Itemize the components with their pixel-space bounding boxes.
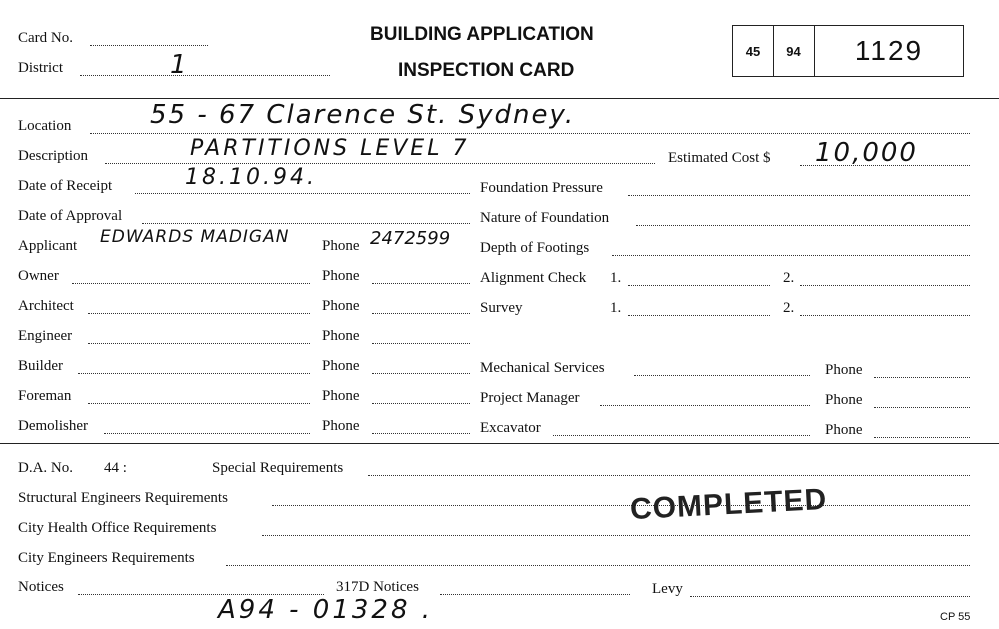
project-manager-label: Project Manager: [480, 390, 580, 406]
city-engineers-label: City Engineers Requirements: [18, 550, 195, 566]
estimated-cost-value: 10,000: [815, 138, 918, 168]
engineer-phone-line[interactable]: [372, 343, 470, 344]
foundation-pressure-line[interactable]: [628, 195, 970, 196]
da-no-value: 44 :: [104, 460, 127, 476]
architect-label: Architect: [18, 298, 74, 314]
survey-1-label: 1.: [610, 300, 622, 316]
alignment-check-label: Alignment Check: [480, 270, 587, 286]
architect-phone-line[interactable]: [372, 313, 470, 314]
form-title-line1: BUILDING APPLICATION: [370, 24, 594, 45]
project-manager-phone-line[interactable]: [874, 407, 970, 408]
owner-phone-line[interactable]: [372, 283, 470, 284]
structural-engineers-line[interactable]: [272, 505, 970, 506]
demolisher-phone-label: Phone: [322, 418, 360, 434]
foundation-pressure-label: Foundation Pressure: [480, 180, 603, 196]
excavator-phone-line[interactable]: [874, 437, 970, 438]
excavator-phone-label: Phone: [825, 422, 863, 438]
notices-label: Notices: [18, 579, 64, 595]
demolisher-line[interactable]: [104, 433, 310, 434]
date-of-approval-label: Date of Approval: [18, 208, 123, 224]
architect-phone-label: Phone: [322, 298, 360, 314]
ref-number: 1129: [854, 35, 924, 66]
date-of-receipt-value: 18.10.94.: [185, 165, 317, 190]
engineer-label: Engineer: [18, 328, 73, 344]
estimated-cost-label: Estimated Cost $: [668, 150, 771, 166]
notices-317d-line[interactable]: [440, 594, 630, 595]
form-code: CP 55: [940, 611, 971, 623]
mechanical-services-label: Mechanical Services: [480, 360, 605, 376]
form-title-line2: INSPECTION CARD: [398, 60, 575, 81]
city-engineers-line[interactable]: [226, 565, 970, 566]
foreman-label: Foreman: [18, 388, 72, 404]
description-label: Description: [18, 148, 88, 164]
excavator-label: Excavator: [480, 420, 541, 436]
survey-2-line[interactable]: [800, 315, 970, 316]
card-no-label: Card No.: [18, 30, 73, 46]
structural-engineers-label: Structural Engineers Requirements: [18, 490, 228, 506]
owner-line[interactable]: [72, 283, 310, 284]
levy-label: Levy: [652, 581, 683, 597]
foreman-phone-label: Phone: [322, 388, 360, 404]
handwritten-reference: A94 - 01328 .: [218, 595, 434, 625]
district-value: 1: [170, 50, 187, 80]
notices-317d-label: 317D Notices: [336, 579, 419, 595]
demolisher-phone-line[interactable]: [372, 433, 470, 434]
description-value: PARTITIONS LEVEL 7: [190, 136, 470, 161]
project-manager-line[interactable]: [600, 405, 810, 406]
city-health-office-label: City Health Office Requirements: [18, 520, 217, 536]
reference-number-box: [732, 25, 964, 77]
alignment-check-2-label: 2.: [783, 270, 795, 286]
da-no-label: D.A. No.: [18, 460, 73, 476]
survey-2-label: 2.: [783, 300, 795, 316]
nature-of-foundation-label: Nature of Foundation: [480, 210, 610, 226]
applicant-label: Applicant: [18, 238, 78, 254]
applicant-phone-label: Phone: [322, 238, 360, 254]
district-label: District: [18, 60, 63, 76]
location-label: Location: [18, 118, 72, 134]
lower-section-divider: [0, 443, 999, 444]
city-health-office-line[interactable]: [262, 535, 970, 536]
alignment-check-2-line[interactable]: [800, 285, 970, 286]
mechanical-services-phone-label: Phone: [825, 362, 863, 378]
location-value: 55 - 67 Clarence St. Sydney.: [150, 100, 576, 130]
completed-stamp: COMPLETED: [629, 482, 829, 527]
engineer-line[interactable]: [88, 343, 310, 344]
excavator-line[interactable]: [553, 435, 810, 436]
depth-of-footings-label: Depth of Footings: [480, 240, 590, 256]
date-of-receipt-label: Date of Receipt: [18, 178, 113, 194]
ref-cell-a: 45: [733, 26, 774, 76]
location-line[interactable]: [90, 133, 970, 134]
alignment-check-1-label: 1.: [610, 270, 622, 286]
demolisher-label: Demolisher: [18, 418, 88, 434]
survey-label: Survey: [480, 300, 523, 316]
date-of-receipt-line[interactable]: [135, 193, 470, 194]
foreman-phone-line[interactable]: [372, 403, 470, 404]
project-manager-phone-label: Phone: [825, 392, 863, 408]
survey-1-line[interactable]: [628, 315, 770, 316]
mechanical-services-phone-line[interactable]: [874, 377, 970, 378]
builder-phone-label: Phone: [322, 358, 360, 374]
builder-line[interactable]: [78, 373, 310, 374]
architect-line[interactable]: [88, 313, 310, 314]
date-of-approval-line[interactable]: [142, 223, 470, 224]
foreman-line[interactable]: [88, 403, 310, 404]
owner-phone-label: Phone: [322, 268, 360, 284]
applicant-value: EDWARDS MADIGAN: [100, 227, 290, 247]
mechanical-services-line[interactable]: [634, 375, 810, 376]
applicant-phone-value: 2472599: [370, 228, 451, 249]
owner-label: Owner: [18, 268, 59, 284]
ref-cell-b: 94: [773, 26, 815, 76]
special-requirements-line[interactable]: [368, 475, 970, 476]
card-no-line[interactable]: [90, 45, 208, 46]
special-requirements-label: Special Requirements: [212, 460, 344, 476]
alignment-check-1-line[interactable]: [628, 285, 770, 286]
depth-of-footings-line[interactable]: [612, 255, 970, 256]
builder-label: Builder: [18, 358, 63, 374]
engineer-phone-label: Phone: [322, 328, 360, 344]
description-line[interactable]: [105, 163, 655, 164]
builder-phone-line[interactable]: [372, 373, 470, 374]
header-divider: [0, 98, 999, 99]
district-line[interactable]: [80, 75, 330, 76]
levy-line[interactable]: [690, 596, 970, 597]
nature-of-foundation-line[interactable]: [636, 225, 970, 226]
